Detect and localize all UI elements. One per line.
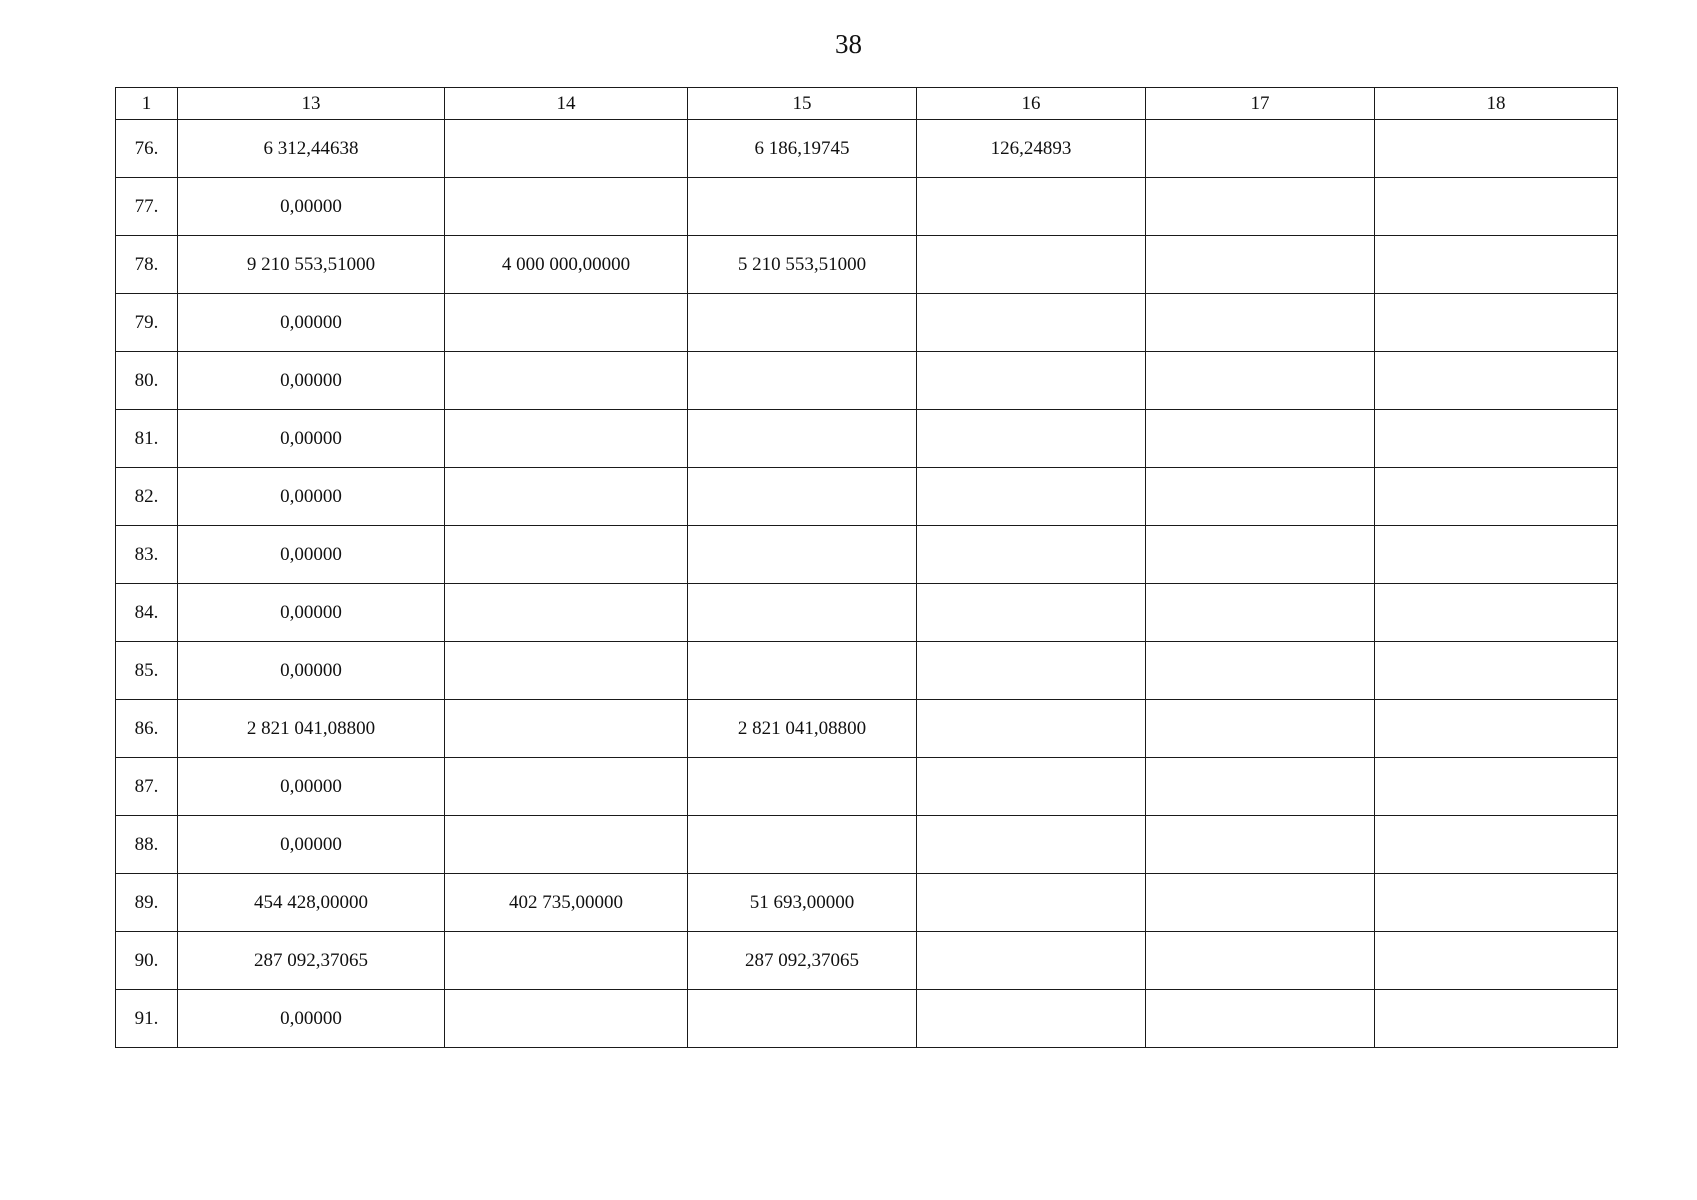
table-cell: 0,00000 [178,294,445,352]
table-row [116,410,1618,468]
row-number-cell: 83. [116,526,178,584]
header-row [116,88,1618,120]
table-cell [1146,468,1375,526]
table-cell [445,642,688,700]
table-cell [445,178,688,236]
row-number-cell: 85. [116,642,178,700]
table-cell: 9 210 553,51000 [178,236,445,294]
table-cell [917,642,1146,700]
table-header [116,88,1618,120]
row-number-cell: 79. [116,294,178,352]
table-cell [445,584,688,642]
table-cell [688,642,917,700]
table-cell [1146,178,1375,236]
table-cell [917,990,1146,1048]
table-cell [1375,526,1618,584]
table-cell: 0,00000 [178,816,445,874]
table-cell [445,410,688,468]
table-cell: 0,00000 [178,526,445,584]
table-cell [917,236,1146,294]
column-header: 1 [116,88,178,120]
table-cell [1146,120,1375,178]
column-header: 14 [445,88,688,120]
table-cell [1375,294,1618,352]
table-cell [917,874,1146,932]
table-row [116,932,1618,990]
table-cell: 6 186,19745 [688,120,917,178]
table-cell: 0,00000 [178,178,445,236]
table-cell [688,758,917,816]
table-row [116,990,1618,1048]
table-cell: 0,00000 [178,468,445,526]
table-cell: 287 092,37065 [688,932,917,990]
table-cell [1146,932,1375,990]
row-number-cell: 84. [116,584,178,642]
table-cell [1375,758,1618,816]
table-cell: 0,00000 [178,352,445,410]
table-cell [1375,178,1618,236]
table-cell [1146,642,1375,700]
table-cell: 4 000 000,00000 [445,236,688,294]
table-cell: 454 428,00000 [178,874,445,932]
table-cell [917,178,1146,236]
table-cell [445,700,688,758]
table-cell [688,352,917,410]
row-number-cell: 81. [116,410,178,468]
table-cell [445,120,688,178]
table-cell [688,410,917,468]
table-cell [688,526,917,584]
table-cell [445,468,688,526]
table-cell [688,294,917,352]
row-number-cell: 91. [116,990,178,1048]
row-number-cell: 86. [116,700,178,758]
column-header: 18 [1375,88,1618,120]
table-body [116,120,1618,1048]
table-row [116,874,1618,932]
table-cell [1146,352,1375,410]
column-header: 17 [1146,88,1375,120]
table-cell [917,526,1146,584]
table-cell [1146,236,1375,294]
table-cell [688,816,917,874]
row-number-cell: 80. [116,352,178,410]
row-number-cell: 82. [116,468,178,526]
table-cell: 5 210 553,51000 [688,236,917,294]
table-cell: 0,00000 [178,584,445,642]
table-cell [445,526,688,584]
table-cell [917,468,1146,526]
table-row [116,526,1618,584]
table-cell [1375,120,1618,178]
table-cell [1375,410,1618,468]
table-cell [445,932,688,990]
table-row [116,758,1618,816]
table-cell [1375,990,1618,1048]
table-cell: 0,00000 [178,642,445,700]
table-row [116,352,1618,410]
table-cell [1146,584,1375,642]
table-cell [1146,990,1375,1048]
table-cell [917,584,1146,642]
table-cell [1375,236,1618,294]
table-cell: 6 312,44638 [178,120,445,178]
table-cell: 0,00000 [178,410,445,468]
table-row [116,236,1618,294]
table-cell: 126,24893 [917,120,1146,178]
column-header: 16 [917,88,1146,120]
table-cell [1146,758,1375,816]
table-cell [1375,642,1618,700]
table-cell [917,700,1146,758]
table-cell [1375,352,1618,410]
table-cell [445,816,688,874]
table-cell: 51 693,00000 [688,874,917,932]
table-cell [917,932,1146,990]
table-cell [445,758,688,816]
table-cell [1375,700,1618,758]
table-cell: 2 821 041,08800 [688,700,917,758]
table-cell [1146,700,1375,758]
row-number-cell: 76. [116,120,178,178]
table-cell [688,584,917,642]
table-cell [1146,874,1375,932]
table-cell [917,758,1146,816]
table-cell [1146,410,1375,468]
table-row [116,642,1618,700]
table-cell [688,990,917,1048]
table-row [116,584,1618,642]
table-cell: 402 735,00000 [445,874,688,932]
table-cell [917,816,1146,874]
table-cell: 0,00000 [178,758,445,816]
row-number-cell: 89. [116,874,178,932]
table-cell: 287 092,37065 [178,932,445,990]
table-row [116,120,1618,178]
table-cell [917,410,1146,468]
table-cell [1375,584,1618,642]
table-cell: 0,00000 [178,990,445,1048]
table-row [116,294,1618,352]
column-header: 13 [178,88,445,120]
table-cell [1375,468,1618,526]
table-cell [1146,294,1375,352]
table-cell [917,294,1146,352]
column-header: 15 [688,88,917,120]
table-cell [1146,526,1375,584]
table-row [116,700,1618,758]
table-cell [688,468,917,526]
table-cell [688,178,917,236]
table-cell [445,352,688,410]
row-number-cell: 90. [116,932,178,990]
table-row [116,468,1618,526]
table-row [116,178,1618,236]
table-row [116,816,1618,874]
table-cell [1375,874,1618,932]
table-cell [1146,816,1375,874]
table-cell: 2 821 041,08800 [178,700,445,758]
row-number-cell: 78. [116,236,178,294]
table-cell [1375,816,1618,874]
table-cell [445,294,688,352]
row-number-cell: 88. [116,816,178,874]
data-table [115,87,1618,1048]
page-number: 38 [835,29,862,59]
row-number-cell: 87. [116,758,178,816]
row-number-cell: 77. [116,178,178,236]
table-cell [1375,932,1618,990]
table-cell [445,990,688,1048]
table-cell [917,352,1146,410]
